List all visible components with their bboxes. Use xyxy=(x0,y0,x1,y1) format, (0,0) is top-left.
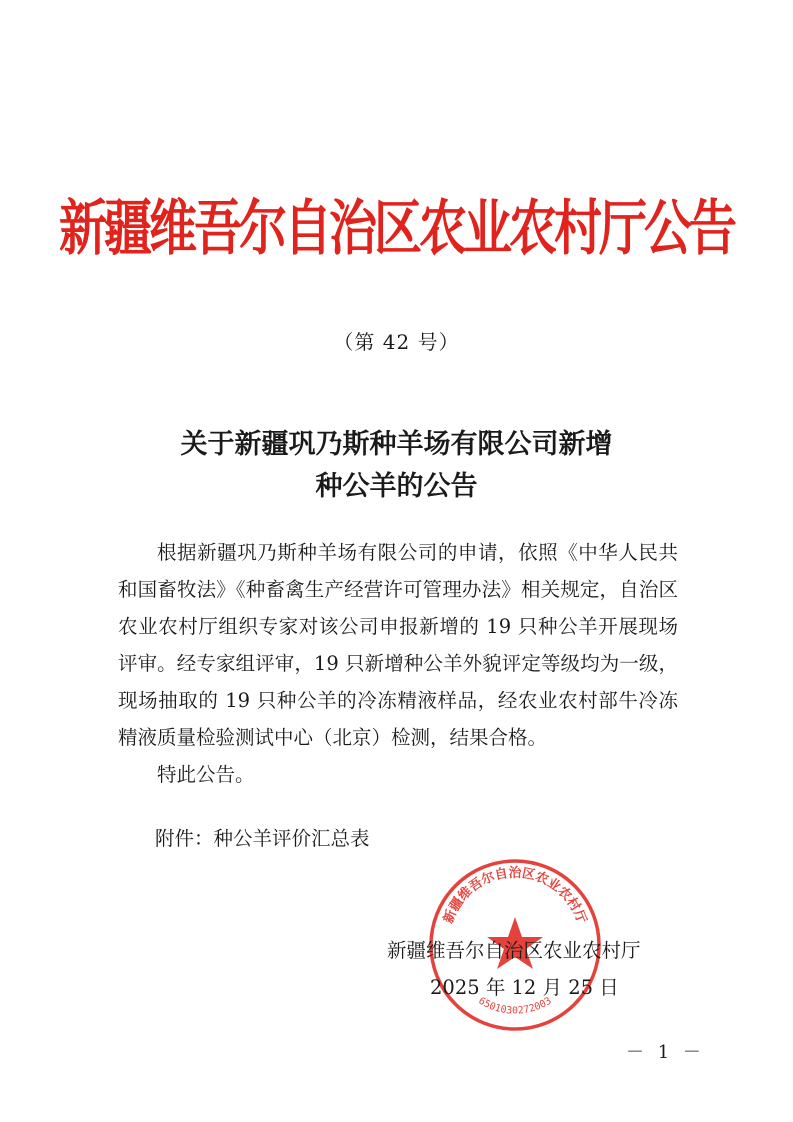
attachment-line: 附件：种公羊评价汇总表 xyxy=(155,827,370,850)
svg-text:新疆维吾尔自治区农业农村厅: 新疆维吾尔自治区农业农村厅 xyxy=(441,865,589,926)
announcement-title-line-2: 种公羊的公告 xyxy=(315,471,478,502)
page-number: － 1 － xyxy=(626,1042,705,1063)
announcement-title xyxy=(0,424,793,508)
document-number: （第 42 号） xyxy=(333,330,460,354)
issuer-name: 新疆维吾尔自治区农业农村厅 xyxy=(387,939,641,962)
svg-text:6501030272003: 6501030272003 xyxy=(476,995,554,1017)
issue-date: 2025 年 12 月 25 日 xyxy=(430,976,619,999)
body-paragraph: 根据新疆巩乃斯种羊场有限公司的申请，依照《中华人民共和国畜牧法》《种畜禽生产经营许可管理办法》相关规定，自治区农业农村厅组织专家对该公司申报新增的 19 只种公羊开展现场评审。经专家组评审，19 只新增种公羊外貌评定等级均为一级，现场抽取的 19 只种公羊的冷冻精液样品，经农业农村部牛冷冻精液质量检验测试中心（北京）检测，结果合格。 xyxy=(118,541,678,749)
closing-paragraph: 特此公告。 xyxy=(157,763,255,786)
document-header-title: 新疆维吾尔自治区农业农村厅公告 xyxy=(58,193,734,264)
announcement-title-line-1: 关于新疆巩乃斯种羊场有限公司新增 xyxy=(180,429,613,460)
announcement-body xyxy=(118,534,678,793)
